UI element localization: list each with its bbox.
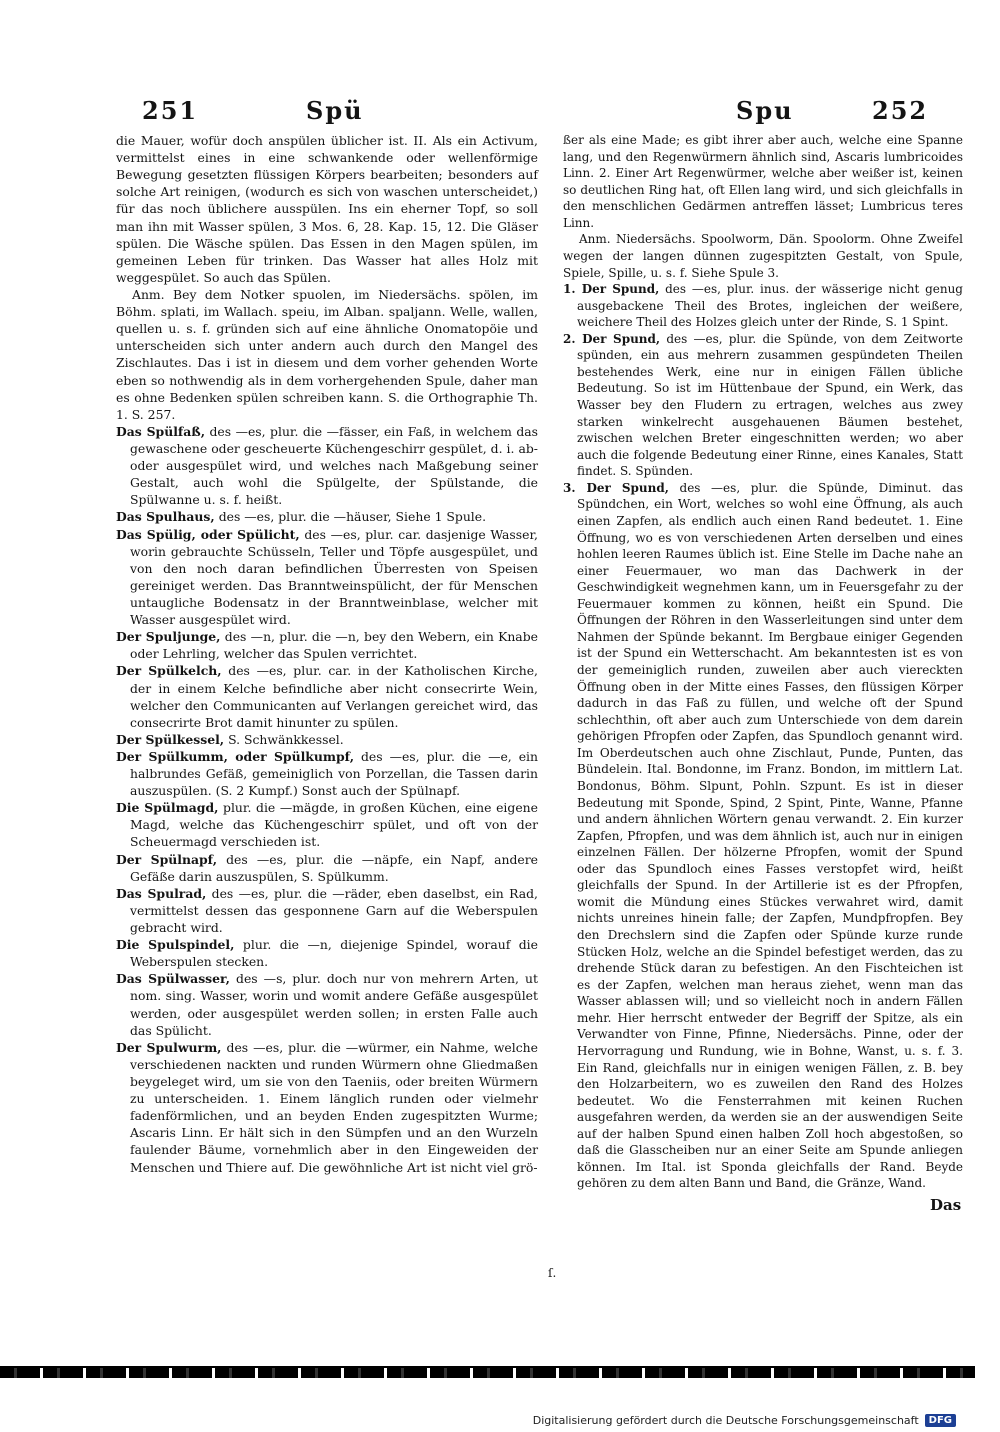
- entry-text: des —es, plur. inus. der wässerige nicht genug ausgebackene Theil des Brotes, ingleichen der weißere, weichere Theil des Holzes gleich unter der Rinde, S. 1 Spint.: [577, 282, 963, 330]
- entry-headword: 1. Der Spund,: [563, 282, 660, 297]
- entry-headword: Der Spulwurm,: [116, 1039, 222, 1055]
- dictionary-entry: [116, 628, 538, 662]
- entry-headword: Das Spulrad,: [116, 885, 207, 901]
- entry-headword: Der Spülkelch,: [116, 663, 222, 679]
- entry-text: plur. die —n, diejenige Spindel, worauf die Weberspulen stecken.: [130, 937, 538, 970]
- entry-text: des —s, plur. doch nur von mehrern Arten, ut nom. sing. Wasser, worin und womit andere Gefäße ausgespület werden, oder ausgespület werden sollen; in ersten Falle auch das Spülicht.: [130, 971, 538, 1038]
- entry-headword: Das Spülwasser,: [116, 971, 230, 987]
- right-text-column: [563, 132, 963, 1192]
- entry-headword: Der Spuljunge,: [116, 629, 221, 645]
- entry-text: des —es, plur. die —räder, eben daselbst, ein Rad, vermittelst dessen das gesponnene Garn auf die Weberspulen gebracht wird.: [130, 885, 538, 936]
- entry-text: des —es, plur. die —würmer, ein Nahme, welche verschiedenen nackten und runden Würmern ohne Gliedmaßen beygeleget wird, um sie von den Taeniis, oder breiten Würmern zu unterscheiden. 1. Einem länglich runden oder vielmehr fadenförmlichen, und an beyden Enden zugespitzten Wurme; Ascaris Linn. Er hält sich in den Sümpfen und an den Wurzeln faulender Bäume, vornehmlich aber in den Eingeweiden der Menschen und Thiere auf. Die gewöhnliche Art ist nicht viel grö-: [130, 1039, 538, 1175]
- dictionary-entry: [563, 281, 963, 331]
- dfg-logo: DFG: [925, 1414, 956, 1427]
- page-edge-shadow: [0, 1368, 975, 1378]
- entry-text: plur. die —mägde, in großen Küchen, eine eigene Magd, welche das Küchengeschirr spület, und oft von der Scheuermagd verschieden ist.: [130, 800, 538, 850]
- left-text-column: [116, 132, 538, 1176]
- entry-headword: Das Spulhaus,: [116, 509, 215, 525]
- dictionary-entry: [116, 508, 538, 525]
- footer-credit-text: Digitalisierung gefördert durch die Deutsche Forschungsgemeinschaft: [532, 1414, 919, 1427]
- dictionary-entry: [116, 526, 538, 629]
- dictionary-entry: [116, 1039, 538, 1176]
- entry-headword: 2. Der Spund,: [563, 331, 661, 346]
- dictionary-entry: [116, 731, 538, 748]
- stray-mark: ſ.: [548, 1266, 557, 1280]
- entry-text: des —n, plur. die —n, bey den Webern, ein Knabe oder Lehrling, welcher das Spulen verrichtet.: [130, 629, 538, 662]
- dictionary-entry: [563, 480, 963, 1192]
- catchword: Das: [930, 1196, 962, 1214]
- entry-text: des —es, plur. die Spünde, von dem Zeitworte spünden, ein aus mehrern zusammen gespündeten Theilen bestehendes Werk, eine nur in einigen Fällen übliche Bedeutung. So ist im Hüttenbaue der Spund, ein Werk, das Wasser bey den Fludern zu ertragen, welches aus zwey starken winkelrecht ausgehauenen Bäumen bestehet, zwischen welchen Breter eingeschnitten werden; wo aber auch die folgende Bedeutung einer Rinne, eines Kanales, Statt findet. S. Spünden.: [577, 331, 963, 479]
- entry-text: des —es, plur. die —fässer, ein Faß, in welchem das gewaschene oder gescheuerte Küchengeschirr gespület, d. i. ab- oder ausgespület wird, und welches nach Maßgebung seiner Gestalt, auch wohl die Spülgelte, der Spülstande, die Spülwanne u. s. f. heißt.: [130, 423, 538, 508]
- entry-headword: Die Spulspindel,: [116, 937, 235, 953]
- entry-text: des —es, plur. car. dasjenige Wasser, worin gebrauchte Schüsseln, Teller und Töpfe ausgespület, und von den noch daran befindlichen Überresten von Speisen gereiniget werden. Das Branntweinspülicht, der für Menschen untaugliche Bodensatz in der Branntweinblase, welcher mit Wasser ausgespület wird.: [130, 526, 538, 628]
- continued-text: die Mauer, wofür doch anspülen üblicher ist. II. Als ein Activum, vermittelst eines in eine schwankende oder wellenförmige Bewegung gesetzten flüssigen Körpers bearbeiten; besonders auf solche Art reinigen, (wodurch es sich von waschen unterscheidet,) für das noch üblichere ausspülen. Ins ein eherner Topf, so soll man ihn mit Wasser spülen, 3 Mos. 6, 28. Kap. 15, 12. Die Gläser spülen. Die Wäsche spülen. Das Essen in den Magen spülen, im gemeinen Leben für trinken. Das Wasser hat alles Holz mit weggespület. So auch das Spülen.: [116, 133, 538, 285]
- dictionary-entry: [116, 851, 538, 885]
- entry-headword: 3. Der Spund,: [563, 480, 669, 495]
- entry-text: des —es, plur. die Spünde, Diminut. das Spündchen, ein Wort, welches so wohl eine Öffnung, als auch einen Zapfen, als endlich auch einen Rand bedeutet. 1. Eine Öffnung, wo es von verschiedenen Arten derselben und eines hohlen leeren Raumes üblich ist. Eine Stelle im Dache nahe an einer Feuermauer, wo man das Dachwerk in der Geschwindigkeit wegnehmen kann, um in Feuersgefahr zu der Feuermauer kommen zu können, heißt ein Spund. Die Öffnungen der Röhren in den Wasserleitungen sind unter dem Nahmen der Spünde bekannt. Im Bergbaue einiger Gegenden ist der Spund ein Wetterschacht. Am bekanntesten ist es von der gemeiniglich runden, zuweilen aber auch viereckten Öffnung oben in der Mitte eines Fasses, den flüssigen Körper dadurch in das Faß zu füllen, und welche oft der Spund schlechthin, oft aber auch zum Unterschiede von dem darein gehörigen Pfropfen oder Zapfen, das Spundloch genannt wird. Im Oberdeutschen auch ohne Zischlaut, Punde, Punten, das Bündelein. Ital. Bondonne, im Franz. Bondon, im mittlern Lat. Bondonus, Böhm. Slpunt, Pohln. Szpunt. Es ist in dieser Bedeutung mit Sponde, Spind, 2 Spint, Pinte, Wanne, Pfanne und andern ähnlichen Wörtern genau verwandt. 2. Ein kurzer Zapfen, Pfropfen, und was dem ähnlich ist, auch nur in einigen einzelnen Fällen. Der hölzerne Pfropfen, womit der Spund oder das Spundloch eines Fasses verstopfet wird, heißt gleichfalls der Spund. In der Artillerie ist es der Pfropfen, womit die Mündung eines Stückes verwahret wird, damit nichts unreines hinein falle; der Zapfen, Mundpfropfen. Bey den Drechslern sind die Zapfen oder Spünde kurze runde Stücken Holz, welche an die Spindel befestiget werden, das zu drehende Stück daran zu befestigen. An den Fischteichen ist es der Zapfen, welchen man heraus ziehet, wenn man das Wasser ablassen will; und so vielleicht noch in andern Fällen mehr. Hier herrscht entweder der Begriff der Spitze, als ein Verwandter von Finne, Pfinne, Niedersächs. Pinne, oder der Hervorragung und Rundung, wie in Bohne, Wanst, u. s. f. 3. Ein Rand, gleichfalls nur in einigen wenigen Fällen, z. B. bey den Holzarbeitern, wo es zuweilen den Rand des Holzes bedeutet. Wo die Fensterrahmen mit keinen Ruchen ausgefahren werden, da werden sie an der auswendigen Seite auf der halben Spund einen halben Zoll hoch abgestoßen, so daß die Glasscheiben nur an einer Seite am Spunde anliegen können. Im Ital. ist Sponda gleichfalls der Rand. Beyde gehören zu dem alten Bann und Band, die Gränze, Wand.: [577, 480, 963, 1191]
- dictionary-entry: [116, 423, 538, 509]
- dictionary-entry: [116, 885, 538, 936]
- continued-text: ßer als eine Made; es gibt ihrer aber auch, welche eine Spanne lang, und den Regenwürmern ähnlich sind, Ascaris lumbricoides Linn. 2. Einer Art Regenwürmer, welche aber weißer ist, keinen so deutlichen Ring hat, oft Ellen lang wird, und sich gleichfalls in den menschlichen Gedärmen antreffen lässet; Lumbricus teres Linn.: [563, 133, 963, 230]
- entry-text: des —es, plur. car. in der Katholischen Kirche, der in einem Kelche befindliche aber nicht consecrirte Wein, welcher den Communicanten auf Verlangen gereichet wird, das consecrirte Brot damit hinunter zu spülen.: [130, 663, 538, 730]
- entry-headword: Der Spülkessel,: [116, 731, 225, 747]
- entry-text: des —es, plur. die —näpfe, ein Napf, andere Gefäße darin auszuspülen, S. Spülkumm.: [130, 851, 538, 884]
- entry-headword: Das Spülig, oder Spülicht,: [116, 526, 300, 542]
- dictionary-entry: [116, 799, 538, 850]
- dictionary-entry: [116, 662, 538, 730]
- dictionary-entry: [116, 748, 538, 799]
- entry-text: des —es, plur. die —häuser, Siehe 1 Spule.: [218, 509, 487, 525]
- entry-headword: Das Spülfaß,: [116, 423, 206, 439]
- right-page-number: 252: [872, 96, 929, 125]
- dictionary-entry: [116, 936, 538, 970]
- entry-headword: Der Spülnapf,: [116, 851, 218, 867]
- left-running-head: Spü: [306, 96, 364, 125]
- digitization-footer: [533, 1414, 956, 1427]
- annotation-paragraph: Anm. Bey dem Notker spuolen, im Niedersächs. spölen, im Böhm. splati, im Wallach. speiu, im Alban. spaljann. Welle, wallen, quellen u. s. f. gründen sich auf eine ähnliche Onomatopöie und unterscheiden sich unter andern auch durch den Mangel des Zischlautes. Das i ist in diesem und dem vorher gehenden Worte eben so nothwendig als in dem vorhergehenden Spule, daher man es ohne Bedenken spülen schreiben kann. S. die Orthographie Th. 1. S. 257.: [116, 286, 538, 422]
- entry-headword: Der Spülkumm, oder Spülkumpf,: [116, 748, 355, 764]
- right-running-head: Spu: [736, 96, 794, 125]
- entry-text: des —es, plur. die —e, ein halbrundes Gefäß, gemeiniglich von Porzellan, die Tassen darin auszuspülen. (S. 2 Kumpf.) Sonst auch der Spülnapf.: [130, 748, 538, 799]
- entry-headword: Die Spülmagd,: [116, 800, 219, 816]
- dictionary-entry: [563, 331, 963, 480]
- annotation-paragraph: Anm. Niedersächs. Spoolworm, Dän. Spoolorm. Ohne Zweifel wegen der langen dünnen zugespitzten Gestalt, von Spule, Spiele, Spille, u. s. f. Siehe Spule 3.: [563, 232, 963, 280]
- dictionary-entry: [116, 970, 538, 1038]
- entry-text: S. Schwänkkessel.: [228, 731, 344, 747]
- left-page-number: 251: [142, 96, 199, 125]
